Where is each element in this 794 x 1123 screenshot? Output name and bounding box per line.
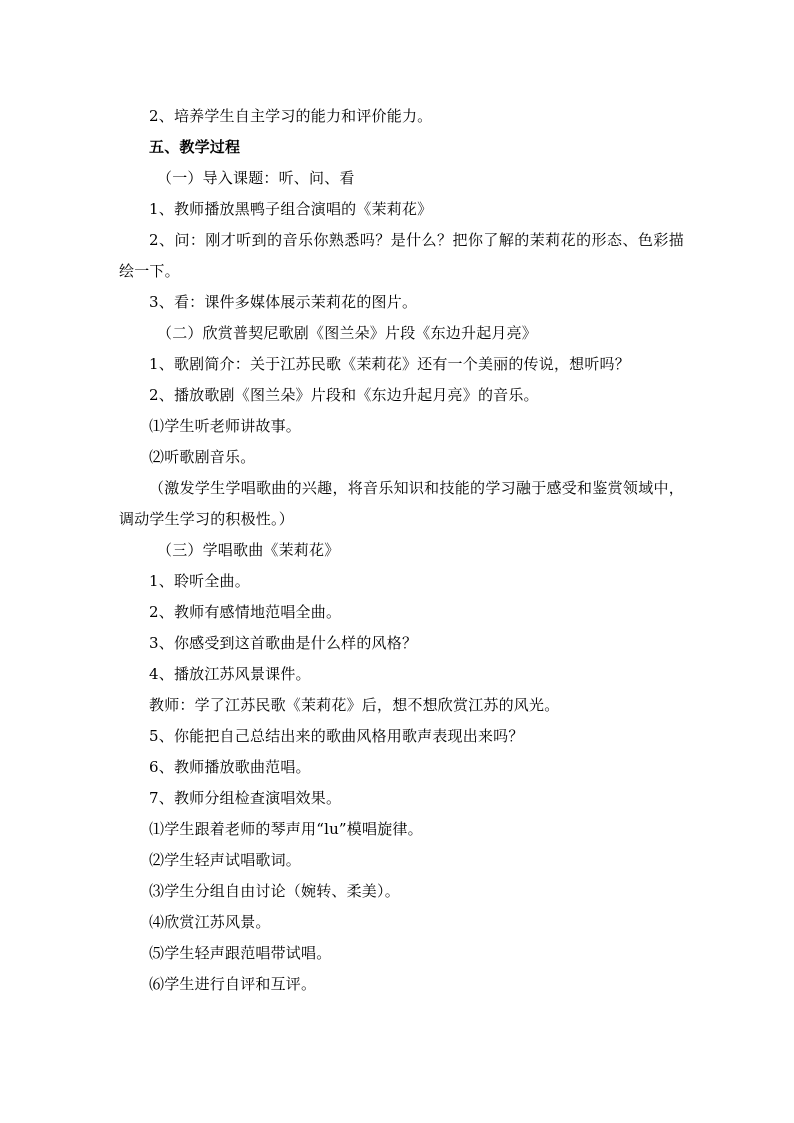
list-item: ⑷欣赏江苏风景。	[149, 913, 271, 931]
paragraph: 7、教师分组检查演唱效果。	[149, 789, 342, 807]
list-item: ⑵学生轻声试唱歌词。	[149, 851, 302, 869]
list-item: ⑹学生进行自评和互评。	[149, 975, 317, 993]
list-item: ⑶学生分组自由讨论（婉转、柔美）。	[149, 882, 400, 900]
subsection-heading: （三）学唱歌曲《茉莉花》	[157, 541, 340, 559]
paragraph: 3、看：课件多媒体展示茉莉花的图片。	[149, 293, 418, 311]
paragraph: 2、培养学生自主学习的能力和评价能力。	[149, 107, 433, 125]
paragraph: 1、歌剧简介：关于江苏民歌《茉莉花》还有一个美丽的传说，想听吗？	[149, 355, 630, 373]
section-heading: 五、教学过程	[149, 138, 241, 156]
paragraph: 2、问：刚才听到的音乐你熟悉吗？是什么？把你了解的茉莉花的形态、色彩描绘一下。	[119, 231, 684, 280]
list-item: ⑴学生跟着老师的琴声用“lu”模唱旋律。	[149, 820, 423, 838]
paragraph: 1、聆听全曲。	[149, 572, 250, 590]
list-item: ⑵听歌剧音乐。	[149, 448, 256, 466]
subsection-heading: （一）导入课题：听、问、看	[157, 169, 355, 187]
list-item: ⑴学生听老师讲故事。	[149, 417, 302, 435]
document-body	[119, 101, 684, 1000]
list-item: ⑸学生轻声跟范唱带试唱。	[149, 944, 332, 962]
paragraph: 1、教师播放黑鸭子组合演唱的《茉莉花》	[149, 200, 433, 218]
paragraph: 2、教师有感情地范唱全曲。	[149, 603, 342, 621]
paragraph: 5、你能把自己总结出来的歌曲风格用歌声表现出来吗？	[149, 727, 524, 745]
paragraph: 3、你感受到这首歌曲是什么样的风格？	[149, 634, 418, 652]
paragraph: 6、教师播放歌曲范唱。	[149, 758, 311, 776]
paragraph-note: （激发学生学唱歌曲的兴趣，将音乐知识和技能的学习融于感受和鉴赏领域中，调动学生学习的积极性。）	[119, 479, 684, 528]
paragraph: 教师：学了江苏民歌《茉莉花》后，想不想欣赏江苏的风光。	[149, 696, 560, 714]
subsection-heading: （二）欣赏普契尼歌剧《图兰朵》片段《东边升起月亮》	[157, 324, 538, 342]
paragraph: 2、播放歌剧《图兰朵》片段和《东边升起月亮》的音乐。	[149, 386, 539, 404]
paragraph: 4、播放江苏风景课件。	[149, 665, 311, 683]
